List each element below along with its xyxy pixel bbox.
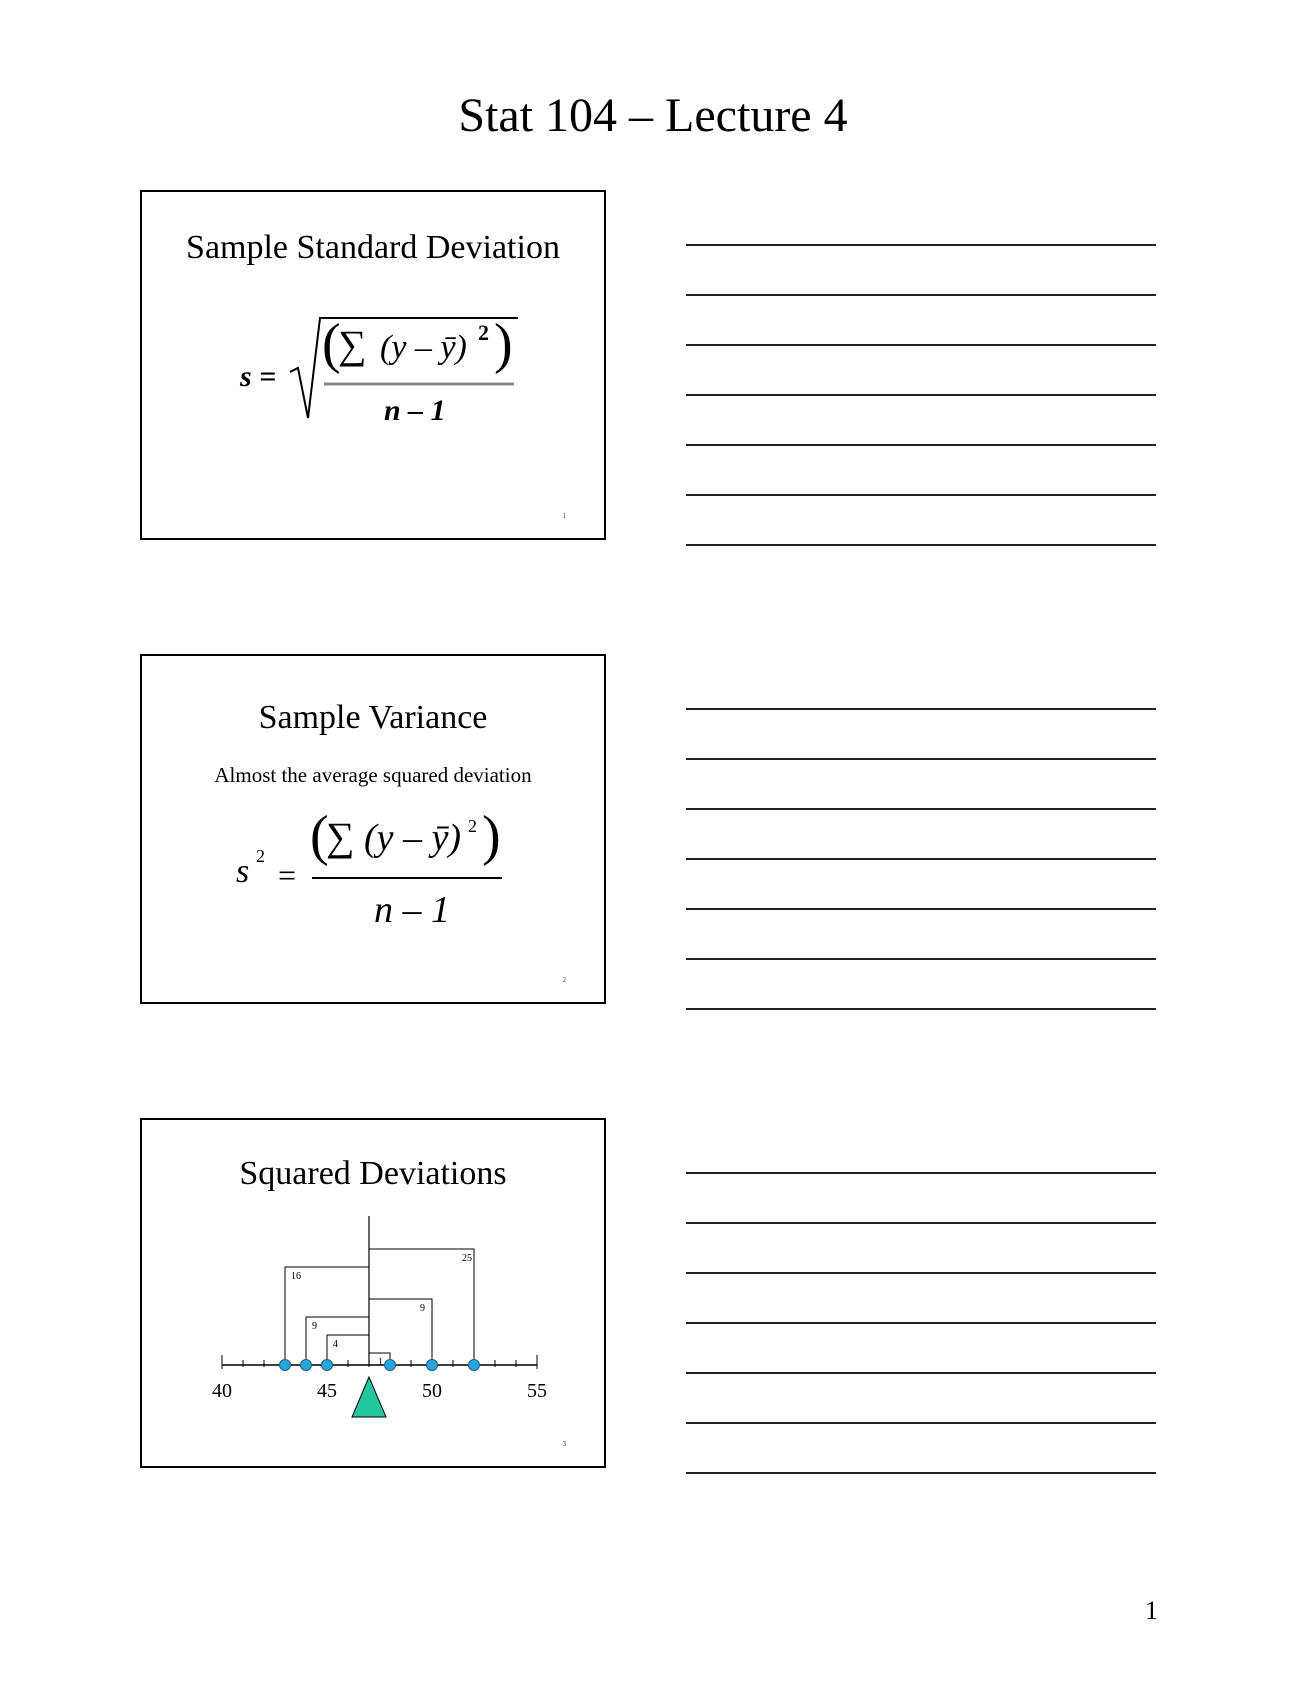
note-line (686, 294, 1156, 296)
note-line (686, 958, 1156, 960)
left-paren: ( (322, 313, 341, 375)
data-point (385, 1360, 396, 1371)
data-point (322, 1360, 333, 1371)
note-line (686, 1008, 1156, 1010)
note-line (686, 808, 1156, 810)
note-line (686, 758, 1156, 760)
note-line (686, 1422, 1156, 1424)
note-line (686, 1222, 1156, 1224)
slide-2-title: Sample Variance (258, 699, 488, 736)
notes-area-2 (686, 708, 1156, 1018)
axis-tick-label: 55 (527, 1380, 547, 1402)
note-line (686, 858, 1156, 860)
note-line (686, 1472, 1156, 1474)
note-line (686, 708, 1156, 710)
note-line (686, 244, 1156, 246)
slide-1-title: Sample Standard Deviation (186, 229, 560, 266)
exponent: 2 (468, 816, 477, 836)
note-line (686, 444, 1156, 446)
data-point (280, 1360, 291, 1371)
note-line (686, 494, 1156, 496)
note-line (686, 1372, 1156, 1374)
lhs-var: s (236, 853, 250, 890)
equals: = (278, 857, 297, 893)
slide-number: 3 (562, 1440, 566, 1448)
data-point (301, 1360, 312, 1371)
deviation-label: 1 (378, 1357, 383, 1368)
exponent: 2 (478, 320, 489, 345)
data-point (469, 1360, 480, 1371)
note-line (686, 344, 1156, 346)
deviation-label: 4 (333, 1339, 338, 1350)
note-line (686, 544, 1156, 546)
variance-formula (142, 656, 608, 1006)
slide-1 (140, 190, 606, 540)
note-line (686, 908, 1156, 910)
slide-number: 2 (562, 976, 566, 984)
denominator: n – 1 (384, 394, 446, 427)
deviation-label: 16 (291, 1271, 301, 1282)
lhs-exp: 2 (256, 846, 265, 866)
deviation-label: 9 (420, 1303, 425, 1314)
right-paren: ) (482, 805, 501, 867)
notes-area-3 (686, 1172, 1156, 1482)
slide-3-title: Squared Deviations (239, 1155, 507, 1192)
slide-2 (140, 654, 606, 1004)
note-line (686, 394, 1156, 396)
deviation-label: 9 (312, 1321, 317, 1332)
note-line (686, 1272, 1156, 1274)
sigma: ∑ (338, 322, 367, 367)
mean-fulcrum (352, 1377, 386, 1417)
axis-tick-label: 50 (422, 1380, 442, 1402)
slide-3 (140, 1118, 606, 1468)
deviation-label: 25 (462, 1253, 472, 1264)
note-line (686, 1172, 1156, 1174)
notes-area-1 (686, 244, 1156, 554)
note-line (686, 1322, 1156, 1324)
slide-2-subtitle: Almost the average squared deviation (214, 763, 532, 787)
term: (y – ȳ) (364, 817, 462, 859)
page-title: Stat 104 – Lecture 4 (458, 89, 848, 142)
slide-number: 1 (562, 512, 566, 520)
page-number: 1 (1145, 1596, 1158, 1625)
sigma: ∑ (326, 814, 355, 859)
term: (y – ȳ) (380, 329, 467, 366)
axis-tick-label: 45 (317, 1380, 337, 1402)
axis-tick-label: 40 (212, 1380, 232, 1402)
denominator: n – 1 (374, 889, 450, 931)
right-paren: ) (494, 313, 513, 375)
data-point (427, 1360, 438, 1371)
left-paren: ( (310, 805, 329, 867)
formula-lhs: s = (240, 360, 277, 393)
std-dev-formula (142, 192, 608, 542)
squared-deviations-diagram (142, 1120, 608, 1470)
